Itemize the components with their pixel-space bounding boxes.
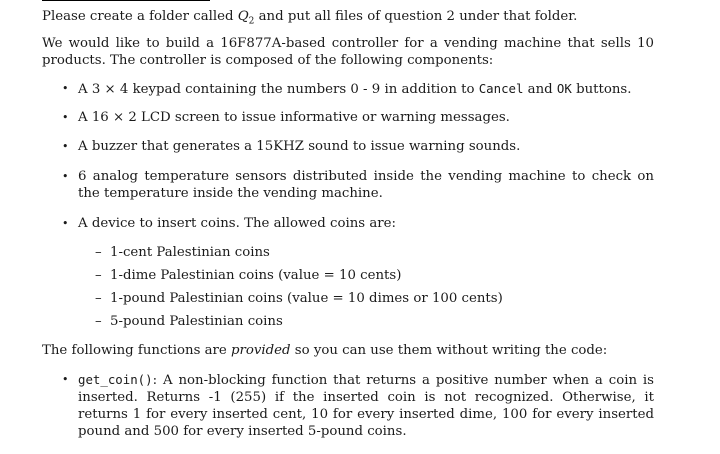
functions-intro-after: so you can use them without writing the code: [290, 343, 608, 358]
component-coin-device: A device to insert coins. The allowed coins are: [78, 216, 396, 231]
function-get-coin [78, 371, 654, 440]
folder-instruction [42, 8, 654, 25]
functions-intro-emphasis: provided [231, 343, 291, 358]
coin-item: 5-pound Palestinian coins [110, 314, 283, 329]
bullet-icon: • [62, 170, 69, 183]
bullet-icon: • [62, 140, 69, 153]
intro-paragraph: We would like to build a 16F877A-based controller for a vending machine that sells 10 products. The controller is composed of the following components: [42, 36, 654, 68]
bullet-icon: • [62, 82, 69, 95]
component-lcd: A 16 × 2 LCD screen to issue informative or warning messages. [78, 110, 510, 125]
folder-variable: Q [237, 9, 249, 24]
functions-intro-before: The following functions are [42, 343, 231, 358]
keypad-cancel-label: Cancel [478, 81, 524, 96]
bullet-icon: • [62, 373, 69, 386]
folder-instruction-after: and put all files of question 2 under that folder. [254, 9, 578, 24]
keypad-and-text: and [523, 82, 557, 97]
dash-icon: – [95, 268, 102, 283]
coin-item: 1-cent Palestinian coins [110, 245, 270, 260]
function-name: get_coin() [78, 372, 153, 387]
coin-item: 1-pound Palestinian coins (value = 10 dimes or 100 cents) [110, 291, 503, 306]
component-buzzer: A buzzer that generates a 15KHZ sound to issue warning sounds. [78, 139, 521, 154]
functions-intro [42, 342, 654, 359]
dash-icon: – [95, 245, 102, 260]
keypad-ok-label: OK [556, 81, 572, 96]
component-keypad [78, 80, 654, 98]
bullet-icon: • [62, 111, 69, 124]
top-rule [42, 0, 210, 1]
coin-item: 1-dime Palestinian coins (value = 10 cents) [110, 268, 402, 283]
bullet-icon: • [62, 217, 69, 230]
folder-instruction-before: Please create a folder called [42, 9, 238, 24]
function-description: : A non-blocking function that returns a positive number when a coin is inserted. Returns -1 (255) if the inserted coin is not recognized. Otherwise, it returns 1 for every inserted cent, 10 for every inserted dime, 100 for every inserted pound and 500 for every inserted 5-pound coins. [78, 373, 654, 439]
keypad-text-after: buttons. [571, 82, 632, 97]
dash-icon: – [95, 291, 102, 306]
component-sensors: 6 analog temperature sensors distributed inside the vending machine to check on the temperature inside the vending machine. [78, 169, 654, 201]
dash-icon: – [95, 314, 102, 329]
keypad-text-before: A 3 × 4 keypad containing the numbers 0 - 9 in addition to [78, 82, 479, 97]
folder-variable-subscript: 2 [248, 16, 255, 27]
